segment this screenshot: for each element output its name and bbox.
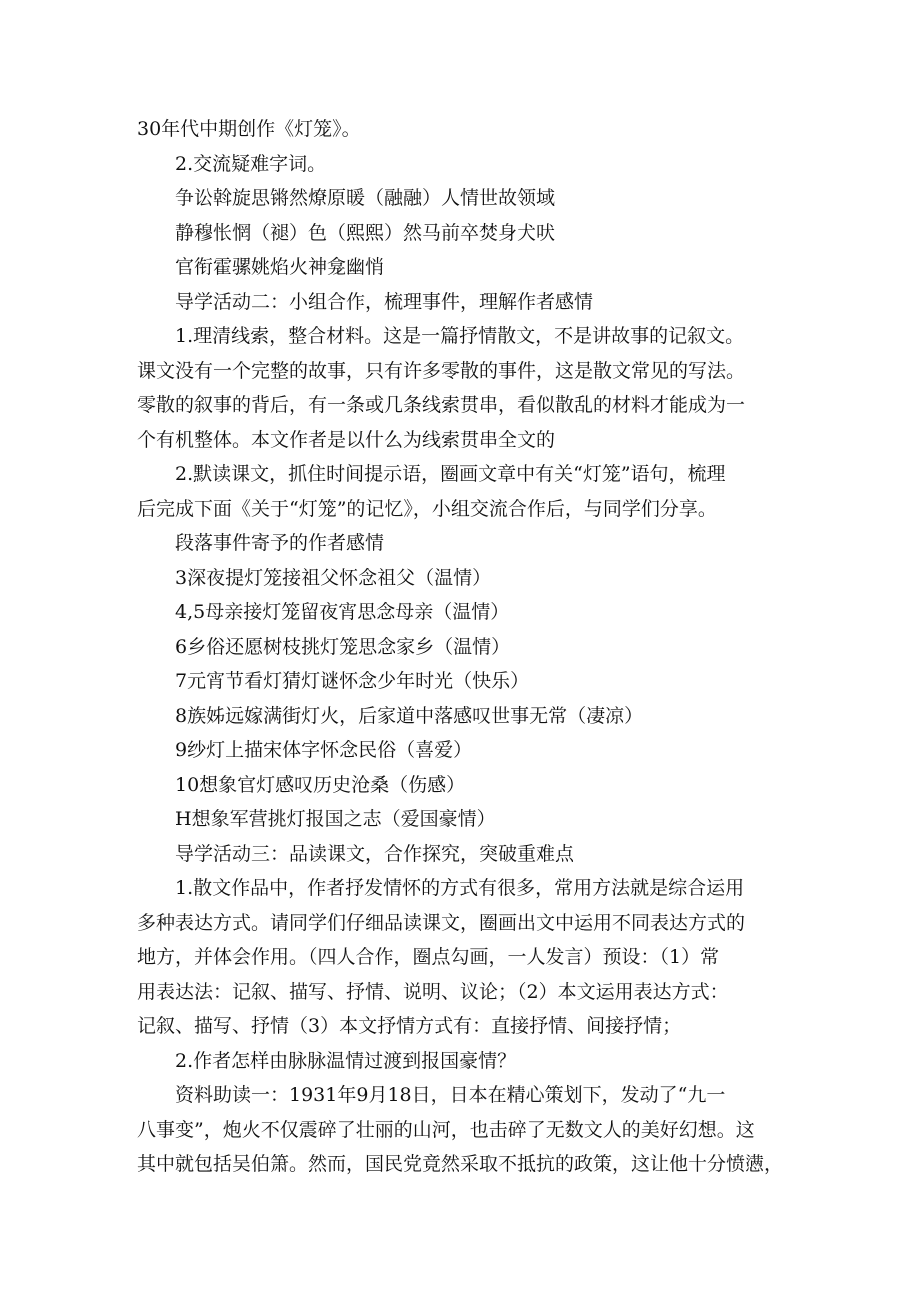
list-item: 10想象官灯感叹历史沧桑（伤感） <box>175 773 466 796</box>
list-item: 9纱灯上描宋体字怀念民俗（喜爱） <box>175 739 473 761</box>
text-line: 30年代中期创作《灯笼》。 <box>137 118 361 140</box>
text-line: 1.理清线索，整合材料。这是一篇抒情散文，不是讲故事的记叙文。 <box>175 325 745 347</box>
list-item: 3深夜提灯笼接祖父怀念祖父（温情） <box>175 566 492 589</box>
list-item: 8族姊远嫁满街灯火，后家道中落感叹世事无常（凄凉） <box>175 704 644 727</box>
text-line: 官衔霍骡姚焰火神龛幽悄 <box>175 256 385 278</box>
list-item: 4,5母亲接灯笼留夜宵思念母亲（温情） <box>175 601 510 623</box>
text-line: 零散的叙事的背后，有一条或几条线索贯串，看似散乱的材料才能成为一 <box>137 394 746 416</box>
text-line: 争讼斡旋思锵然燎原暖（融融）人情世故领域 <box>175 187 556 209</box>
text-line: 个有机整体。本文作者是以什么为线索贯串全文的 <box>137 428 556 451</box>
text-line: 用表达法：记叙、描写、抒情、说明、议论；（2）本文运用表达方式： <box>137 980 729 1003</box>
section-heading: 导学活动三：品读课文，合作探究，突破重难点 <box>175 842 575 865</box>
text-line: 后完成下面《关于“灯笼”的记忆》，小组交流合作后，与同学们分享。 <box>137 497 717 520</box>
text-line: 2.交流疑难字词。 <box>175 152 327 175</box>
text-line: 2.作者怎样由脉脉温情过渡到报国豪情？ <box>175 1049 517 1072</box>
text-line: 2.默读课文，抓住时间提示语，圈画文章中有关“灯笼”语句，梳理 <box>175 463 726 485</box>
list-item: 6乡俗还愿树枝挑灯笼思念家乡（温情） <box>175 635 511 658</box>
list-item: 7元宵节看灯猜灯谜怀念少年时光（快乐） <box>175 670 530 692</box>
text-line: 地方，并体会作用。（四人合作，圈点勾画，一人发言）预设：（1）常 <box>137 946 720 968</box>
text-line: 静穆怅惘（褪）色（熙熙）然马前卒焚身犬吠 <box>175 221 556 244</box>
document-body <box>137 112 797 1182</box>
table-header-line: 段落事件寄予的作者感情 <box>175 532 385 554</box>
text-line: 1.散文作品中，作者抒发情怀的方式有很多，常用方法就是综合运用 <box>175 877 745 899</box>
text-line: 记叙、描写、抒情（3）本文抒情方式有：直接抒情、间接抒情； <box>137 1015 682 1037</box>
text-line: 其中就包括吴伯箫。然而，国民党竟然采取不抵抗的政策，这让他十分愤懑， <box>137 1153 784 1175</box>
text-line: 多种表达方式。请同学们仔细品读课文，圈画出文中运用不同表达方式的 <box>137 911 746 934</box>
text-line: 课文没有一个完整的故事，只有许多零散的事件，这是散文常见的写法。 <box>137 359 746 382</box>
text-line: 八事变”，炮火不仅震碎了壮丽的山河，也击碎了无数文人的美好幻想。这 <box>137 1118 755 1141</box>
section-heading: 导学活动二：小组合作，梳理事件，理解作者感情 <box>175 290 594 313</box>
text-line: 资料助读一：1931年9月18日，日本在精心策划下，发动了“九一 <box>175 1084 726 1106</box>
list-item: H想象军营挑灯报国之志（爱国豪情） <box>175 808 496 830</box>
